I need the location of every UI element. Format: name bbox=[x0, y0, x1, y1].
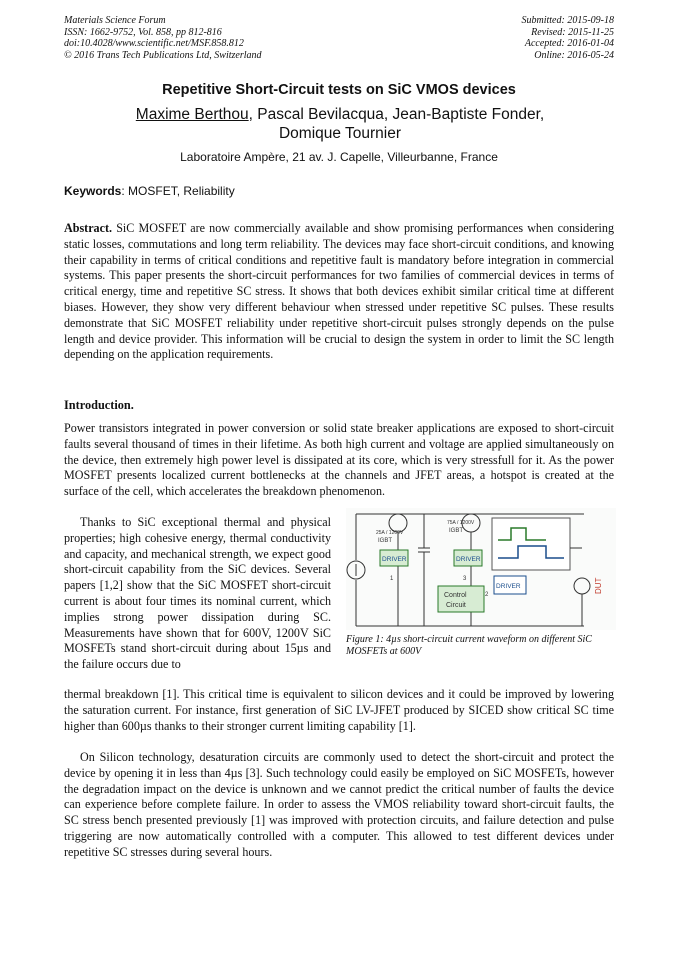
issn: ISSN: 1662-9752, Vol. 858, pp 812-816 bbox=[64, 26, 222, 38]
igbt-2-label: IGBT bbox=[449, 528, 464, 534]
doi: doi:10.4028/www.scientific.net/MSF.858.812 bbox=[64, 38, 244, 49]
igbt-1-label: IGBT bbox=[378, 538, 393, 544]
node-1-label: 1 bbox=[390, 576, 394, 582]
revised-date: Revised: 2015-11-25 bbox=[531, 26, 614, 38]
keywords-label: Keywords bbox=[64, 184, 122, 198]
abstract bbox=[64, 221, 614, 363]
driver-2-label: DRIVER bbox=[456, 556, 481, 563]
other-authors: , Pascal Bevilacqua, Jean-Baptiste Fonder, bbox=[248, 106, 545, 123]
igbt-1-rating: 25A / 1200V bbox=[376, 530, 404, 536]
online-date: Online: 2016-05-24 bbox=[534, 49, 614, 61]
control-label-1: Control bbox=[444, 592, 467, 599]
journal-header bbox=[64, 15, 262, 61]
journal-name: Materials Science Forum bbox=[64, 15, 166, 26]
dates-header bbox=[522, 15, 615, 61]
driver-1-label: DRIVER bbox=[382, 556, 407, 563]
submitted-date: Submitted: 2015-09-18 bbox=[521, 15, 614, 26]
keywords-text: : MOSFET, Reliability bbox=[121, 184, 235, 198]
figure-1-circuit-diagram bbox=[346, 508, 616, 630]
intro-paragraph-1: Power transistors integrated in power conversion or solid state breaker applications are exposed to short-circuit faults several thousand of times in their lifetime. As both high current and voltage are applied simultaneously on the device, then extremely high power level is dissipated at its core, which is very stressfull for it. As the power MOSFET presents localized current bottlenecks at the channels and JFET areas, a hotspot is created at the surface of the cell, which accelerates the breakdown phenomenon. bbox=[64, 421, 614, 499]
affiliation: Laboratoire Ampère, 21 av. J. Capelle, Villeurbanne, France bbox=[180, 150, 498, 164]
section-heading-introduction: Introduction. bbox=[64, 398, 134, 412]
keywords bbox=[64, 184, 235, 198]
last-author: Domique Tournier bbox=[278, 125, 402, 142]
first-author: Maxime Berthou bbox=[135, 106, 249, 123]
intro-paragraph-2-continued: thermal breakdown [1]. This critical time is equivalent to silicon devices and it could be improved by lowering the saturation current. For instance, first generation of SiC LV-JFET produced by SICED show critical SC time higher than 600µs thanks to their stronger current limiting capability [1]. bbox=[64, 687, 614, 733]
intro-paragraph-2-wrapped: Thanks to SiC exceptional thermal and physical properties; high cohesive energy, thermal conductivity and capacity, and mechanical strength, we expect good short-circuit capability from the SiC devices. Several papers [1,2] show that the SiC MOSFET short-circuit current is about four times its nominal current, which implies strong power dissipation during SC. Measurements have shown that for 600V, 1200V SiC MOSFETs stand short-circuit during about 15µs and the failure occurs due to bbox=[64, 515, 331, 672]
copyright: © 2016 Trans Tech Publications Ltd, Switzerland bbox=[64, 49, 262, 61]
accepted-date: Accepted: 2016-01-04 bbox=[524, 38, 614, 49]
control-label-2: Circuit bbox=[446, 602, 466, 609]
abstract-label: Abstract. bbox=[64, 221, 113, 235]
node-2-label: 2 bbox=[485, 592, 489, 598]
igbt-2-rating: 75A / 1200V bbox=[447, 520, 475, 526]
abstract-text: SiC MOSFET are now commercially available and show promising performances when considering static losses, commutations and long term reliability. The devices may face short-circuit conditions, and knowing their capability in terms of critical conditions and repetitive fault is mandatory before integration in commercial systems. This paper presents the short-circuit performances for two families of commercial devices in terms of critical energy, time and repetitive SC stress. It shows that both devices exhibit similar critical time at different biases. However, they show very different behaviour when stressed under repetitive SC pulses. These results demonstrate that SiC MOSFET reliability under repetitive short-circuit pulses strongly depends on the pulse length and device provider. This information will be crucial to design the system in order to limit the SC length depending on the application requirements. bbox=[64, 221, 614, 362]
intro-paragraph-3: On Silicon technology, desaturation circuits are commonly used to detect the short-circuit and protect the device by opening it in less than 4µs [3]. Such technology could easily be employed on SiC MOSFETs, however the degradation impact on the device is unknown and we cannot predict the critical number of faults the device can experience before complete failure. In order to assess the VMOS reliability toward short-circuit faults, the SC stress bench presented previously [1] was improved with protection circuits, and failure detection and pulse triggering are now automatically controlled with a computer. This allowed to test different devices under repetitive SC stresses during several hours. bbox=[64, 750, 614, 859]
paper-title: Repetitive Short-Circuit tests on SiC VMOS devices bbox=[162, 82, 516, 98]
dut-label: DUT bbox=[594, 577, 603, 594]
figure-1-caption: Figure 1: 4µs short-circuit current waveform on different SiC MOSFETs at 600V bbox=[346, 634, 592, 657]
authors bbox=[120, 105, 560, 143]
node-3-label: 3 bbox=[463, 576, 467, 582]
driver-3-label: DRIVER bbox=[496, 583, 521, 590]
waveform-inset bbox=[492, 518, 570, 570]
